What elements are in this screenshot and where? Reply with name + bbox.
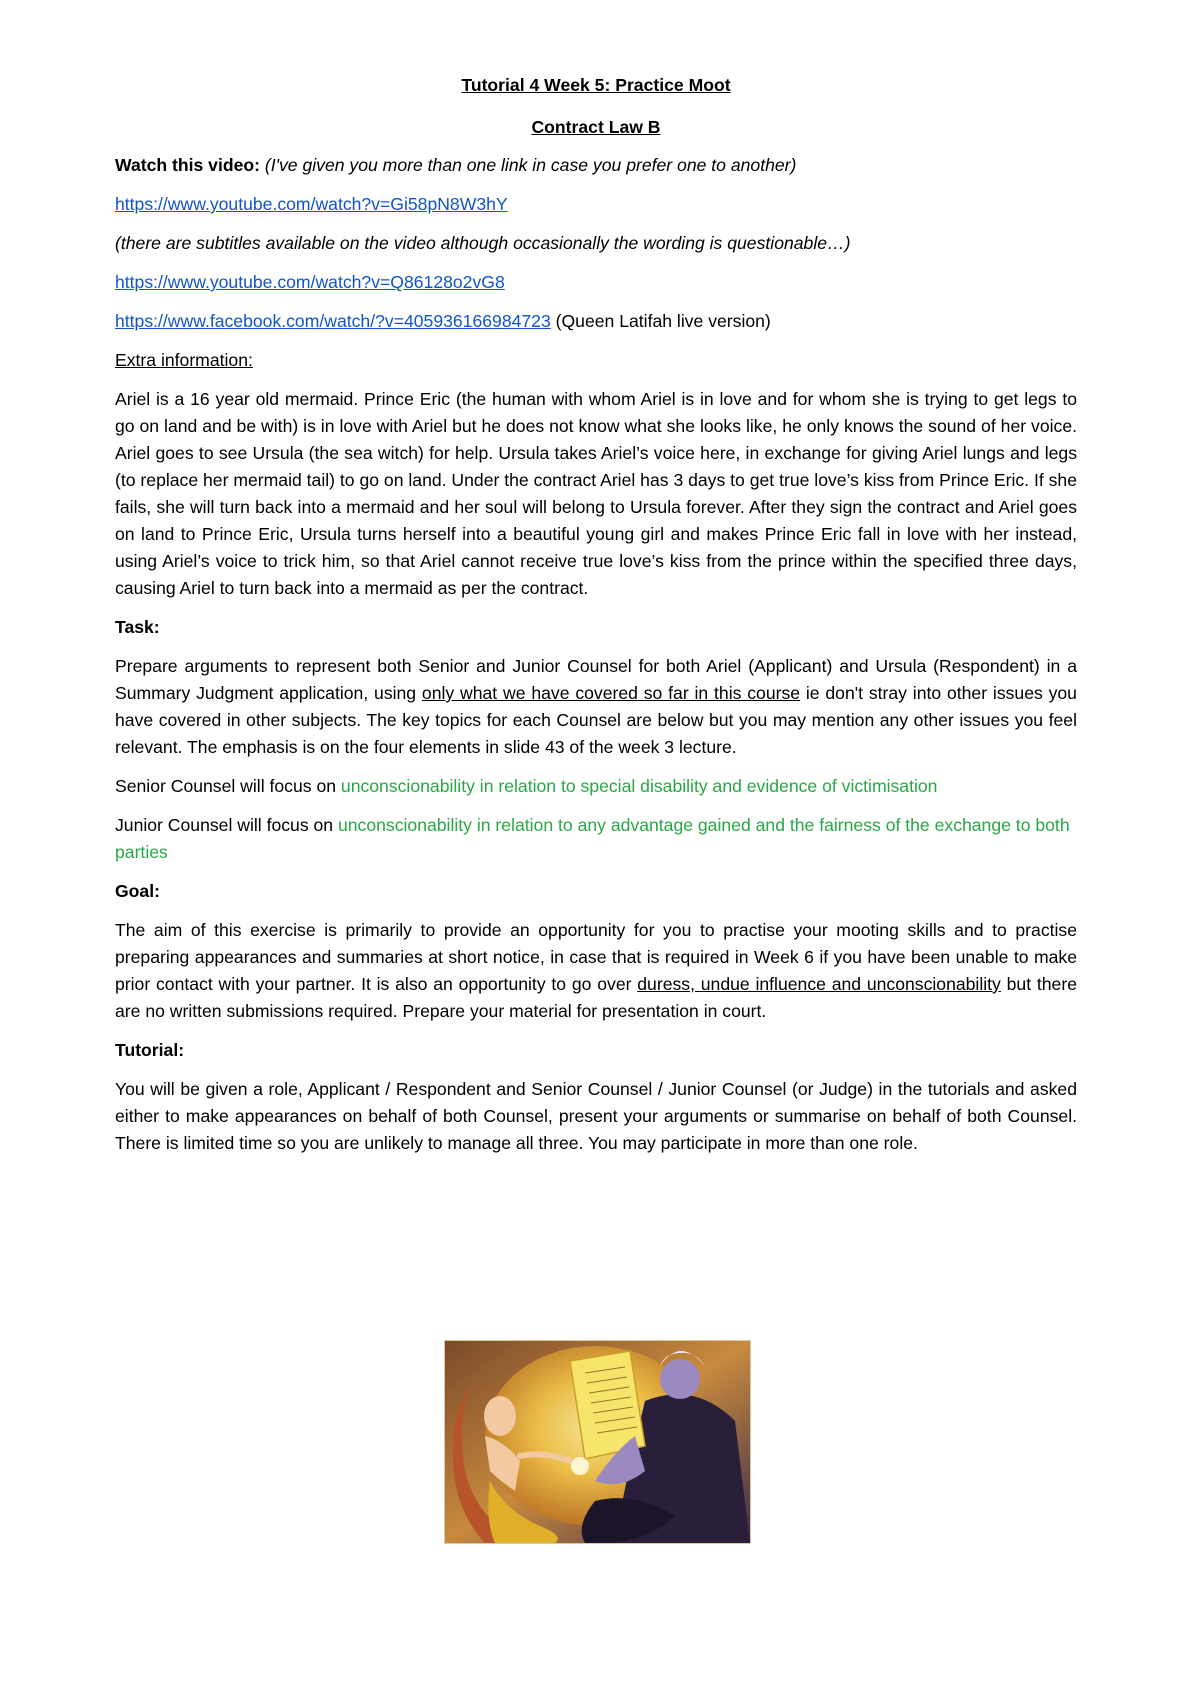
goal-body <box>115 917 1077 1025</box>
video-label: Watch this video: <box>115 155 260 175</box>
video-link-2-row <box>115 269 1077 296</box>
extra-info-heading: Extra information: <box>115 350 253 370</box>
task-body-start: Prepare arguments to represent both Senior and Junior Counsel for both Ariel (Applicant) and Ursula (Respondent) in a Summary Judgment application, using <box>115 656 1077 703</box>
junior-prefix: Junior Counsel will focus on <box>115 815 338 835</box>
subtitles-note: (there are subtitles available on the video although occasionally the wording is questionable…) <box>115 233 851 253</box>
tutorial-body: You will be given a role, Applicant / Respondent and Senior Counsel / Junior Counsel (or Judge) in the tutorials and asked either to make appearances on behalf of both Counsel, present your arguments or summarise on behalf of both Counsel. There is limited time so you are unlikely to manage all three. You may participate in more than one role. <box>115 1079 1077 1153</box>
extra-info-body: Ariel is a 16 year old mermaid. Prince Eric (the human with whom Ariel is in love and for whom she is trying to get legs to go on land and be with) is in love with Ariel but he does not know what she looks like, he only knows the sound of her voice. Ariel goes to see Ursula (the sea witch) for help. Ursula takes Ariel’s voice here, in exchange for giving Ariel lungs and legs (to replace her mermaid tail) to go on land. Under the contract Ariel has 3 days to get true love’s kiss from Prince Eric. If she fails, she will turn back into a mermaid and her soul will belong to Ursula forever. After they sign the contract and Ariel goes on land to Prince Eric, Ursula turns herself into a beautiful young girl and makes Prince Eric fall in love with her instead, using Ariel’s voice to trick him, so that Ariel cannot receive true love’s kiss from the prince within the specified three days, causing Ariel to turn back into a mermaid as per the contract. <box>115 389 1077 598</box>
goal-heading: Goal: <box>115 881 160 901</box>
tutorial-heading: Tutorial: <box>115 1040 185 1060</box>
video-link-2[interactable]: https://www.youtube.com/watch?v=Q86128o2vG8 <box>115 272 505 292</box>
junior-focus-text: unconscionability in relation to any advantage gained and the fairness of the exchange to both parties <box>115 815 1070 862</box>
goal-body-underline: duress, undue influence and unconscionability <box>637 974 1001 994</box>
goal-body-start: The aim of this exercise is primarily to provide an opportunity for you to practise your mooting skills and to practise preparing appearances and summaries at short notice, in case that is required in Week 6 if you have been unable to make prior contact with your partner. It is also an opportunity to go over <box>115 920 1077 994</box>
document-title: Tutorial 4 Week 5: Practice Moot <box>461 75 731 95</box>
ariel-head <box>484 1396 516 1436</box>
senior-counsel-focus <box>115 773 1077 800</box>
ariel-ursula-contract-illustration <box>444 1340 751 1544</box>
video-link-1[interactable]: https://www.youtube.com/watch?v=Gi58pN8W3hY <box>115 194 508 214</box>
illustration-svg <box>445 1341 750 1543</box>
video-note: (I've given you more than one link in case you prefer one to another) <box>264 155 797 175</box>
goal-body-end: but there are no written submissions required. Prepare your material for presentation in court. <box>115 974 1077 1021</box>
video-link-1-row <box>115 191 1077 218</box>
document-body <box>115 72 1077 1169</box>
video-link-3[interactable]: https://www.facebook.com/watch/?v=405936166984723 <box>115 311 551 331</box>
junior-counsel-focus <box>115 812 1077 866</box>
senior-prefix: Senior Counsel will focus on <box>115 776 341 796</box>
ursula-head <box>660 1359 700 1399</box>
task-body-end: ie don't stray into other issues you have covered in other subjects. The key topics for each Counsel are below but you may mention any other issues you feel relevant. The emphasis is on the four elements in slide 43 of the week 3 lecture. <box>115 683 1077 757</box>
video-instruction <box>115 152 1077 179</box>
video-link-3-row <box>115 308 1077 335</box>
task-heading: Task: <box>115 617 160 637</box>
senior-focus-text: unconscionability in relation to special disability and evidence of victimisation <box>340 776 938 796</box>
video-link-3-suffix: (Queen Latifah live version) <box>550 311 771 331</box>
sparkle <box>571 1457 589 1475</box>
task-body <box>115 653 1077 761</box>
task-body-underline: only what we have covered so far in this course <box>421 683 801 703</box>
document-subtitle: Contract Law B <box>531 117 661 137</box>
